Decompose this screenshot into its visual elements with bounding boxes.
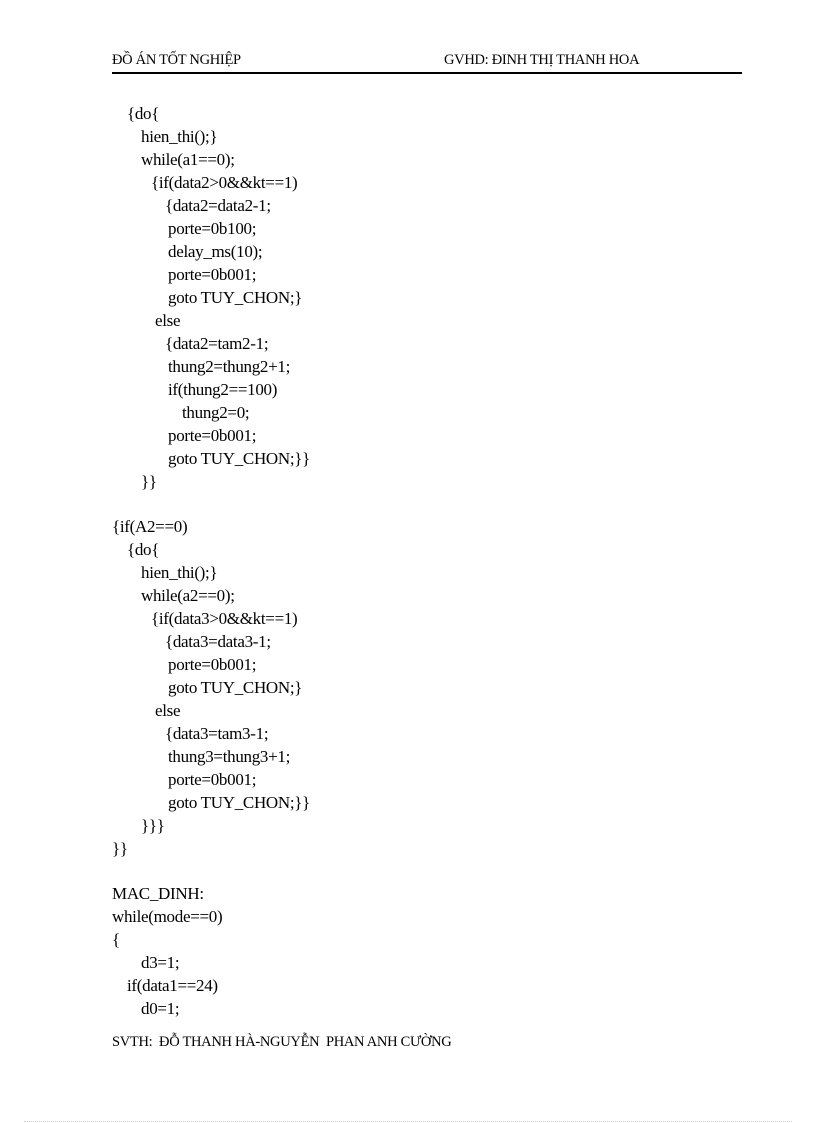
code-line: {data2=data2-1; — [165, 196, 271, 215]
code-line: d0=1; — [141, 999, 180, 1018]
code-line: {data2=tam2-1; — [165, 334, 269, 353]
page-bottom-divider — [24, 1121, 792, 1122]
code-line: delay_ms(10); — [168, 242, 263, 261]
code-line: }} — [112, 839, 128, 858]
code-line: else — [155, 701, 181, 720]
code-line: porte=0b001; — [168, 265, 257, 284]
code-line: {data3=tam3-1; — [165, 724, 269, 743]
code-line: {do{ — [127, 104, 160, 123]
code-line: while(a1==0); — [141, 150, 235, 169]
code-line: hien_thi();} — [141, 563, 218, 582]
code-line: while(mode==0) — [112, 907, 223, 926]
code-line: porte=0b001; — [168, 655, 257, 674]
code-line: { — [112, 930, 120, 949]
code-line: thung3=thung3+1; — [168, 747, 291, 766]
code-line: porte=0b100; — [168, 219, 257, 238]
code-line: thung2=thung2+1; — [168, 357, 291, 376]
code-line: {if(data3>0&&kt==1) — [151, 609, 298, 628]
code-line: {if(A2==0) — [112, 517, 188, 536]
code-line: d3=1; — [141, 953, 180, 972]
code-line: thung2=0; — [182, 403, 250, 422]
header-title: ĐỒ ÁN TỐT NGHIỆP — [112, 52, 241, 68]
code-line: while(a2==0); — [141, 586, 235, 605]
code-line: hien_thi();} — [141, 127, 218, 146]
code-line: if(data1==24) — [127, 976, 218, 995]
code-line: {if(data2>0&&kt==1) — [151, 173, 298, 192]
code-line: }} — [141, 472, 157, 491]
code-line: goto TUY_CHON;} — [168, 678, 303, 697]
code-line: else — [155, 311, 181, 330]
code-line: MAC_DINH: — [112, 884, 204, 903]
code-line: {do{ — [127, 540, 160, 559]
code-line: porte=0b001; — [168, 770, 257, 789]
code-line: goto TUY_CHON;}} — [168, 449, 311, 468]
code-line: porte=0b001; — [168, 426, 257, 445]
code-line: goto TUY_CHON;}} — [168, 793, 311, 812]
code-line: if(thung2==100) — [168, 380, 278, 399]
code-line: {data3=data3-1; — [165, 632, 271, 651]
code-line: }}} — [141, 816, 165, 835]
page-footer: SVTH: ĐỖ THANH HÀ-NGUYỄN PHAN ANH CƯỜNG — [112, 1034, 452, 1050]
code-line: goto TUY_CHON;} — [168, 288, 303, 307]
header-supervisor: GVHD: ĐINH THỊ THANH HOA — [444, 52, 640, 68]
